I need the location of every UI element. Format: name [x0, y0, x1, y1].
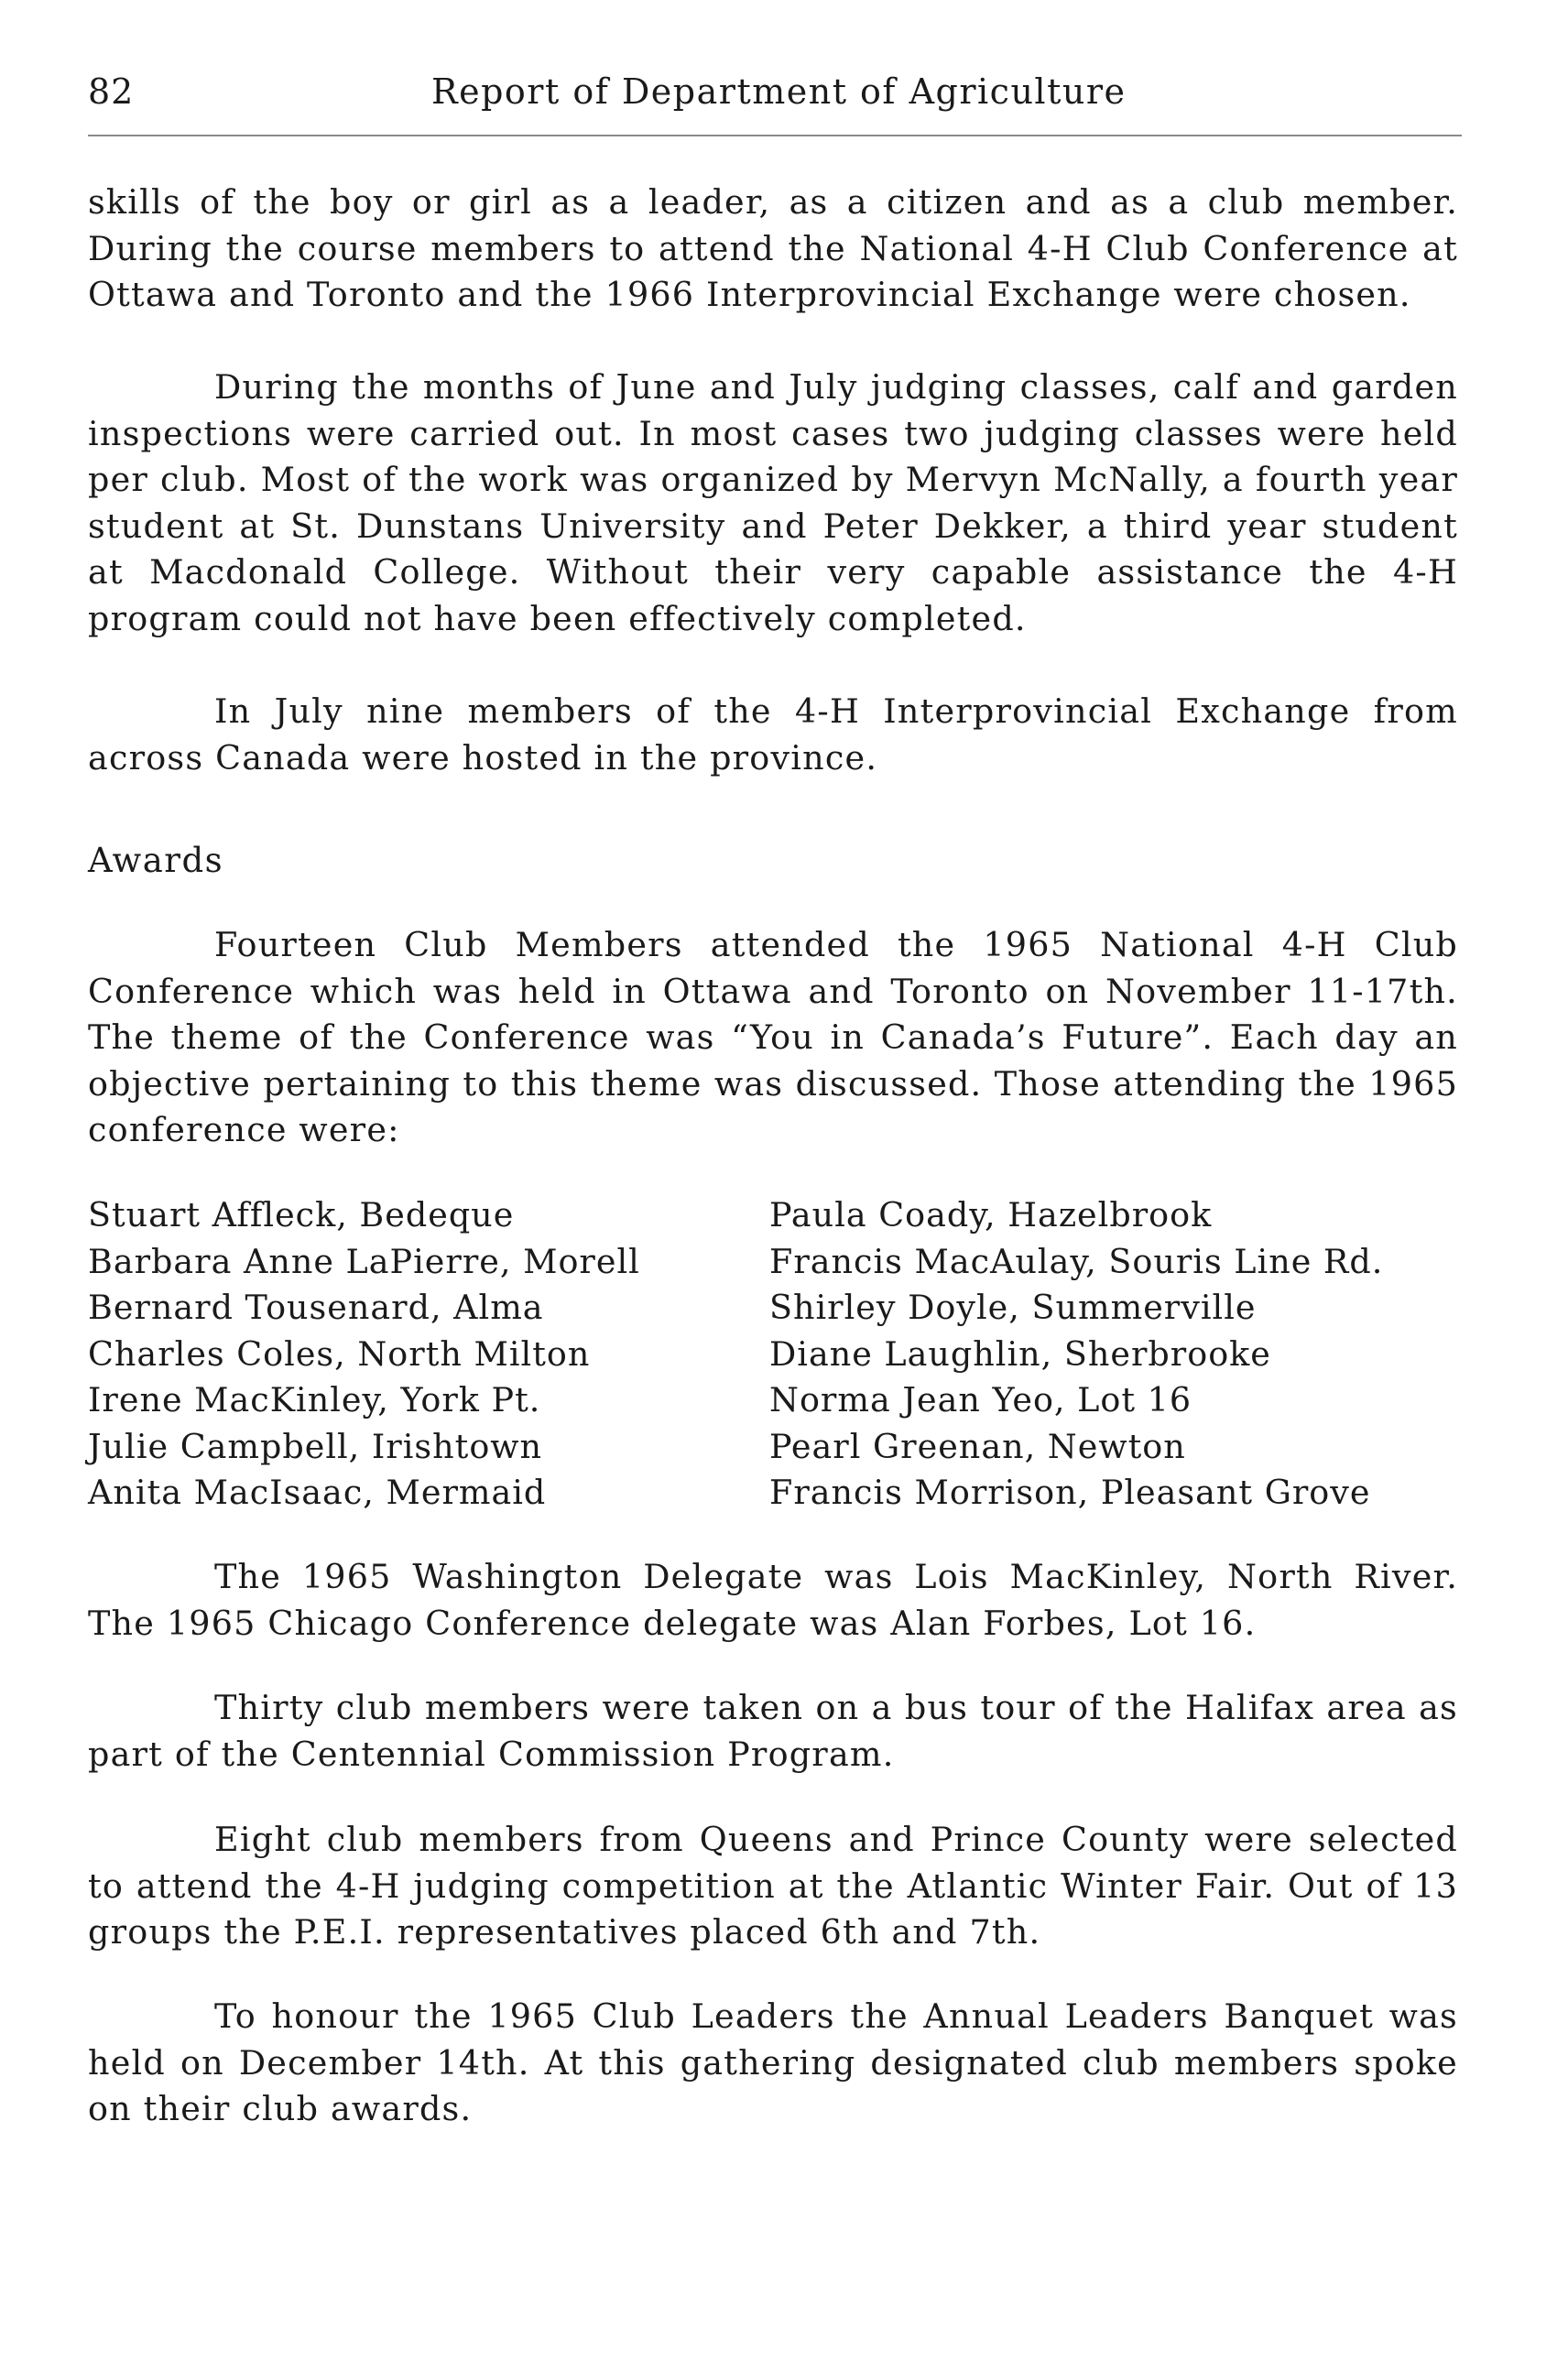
attendee-name: Diane Laughlin, Sherbrooke [769, 1333, 1271, 1374]
paragraph: Fourteen Club Members attended the 1965 National 4-H Club Conference which was held in Ottawa and Toronto on November 11-17th. The theme of the Conference was “You in Canada’s Future”. Each day an objective pertaining to this theme was discussed. Those attending the 1965 conference were: [88, 925, 1458, 1149]
paragraph: To honour the 1965 Club Leaders the Annual Leaders Banquet was held on December 14th. At this gathering designated club members spoke on their club awards. [88, 1996, 1458, 2128]
paragraph: skills of the boy or girl as a leader, as a citizen and as a club member. During the course members to attend the National 4-H Club Conference at Ottawa and Toronto and the 1966 Interprovincial Exchange were chosen. [88, 182, 1458, 314]
paragraph-exchange [88, 689, 1458, 781]
running-title: Report of Department of Agriculture [431, 71, 1127, 112]
attendee-name: Anita MacIsaac, Mermaid [88, 1473, 547, 1512]
attendee-name: Norma Jean Yeo, Lot 16 [769, 1380, 1192, 1419]
attendee-name: Shirley Doyle, Summerville [769, 1288, 1257, 1327]
attendee-name: Julie Campbell, Irishtown [88, 1426, 543, 1466]
paragraph-banquet [88, 1994, 1458, 2133]
attendee-name: Stuart Affleck, Bedeque [88, 1195, 515, 1234]
paragraph: Eight club members from Queens and Prince County were selected to attend the 4-H judging competition at the Atlantic Winter Fair. Out of 13 groups the P.E.I. representatives placed 6th and 7th. [88, 1820, 1458, 1952]
paragraph-continued [88, 179, 1458, 319]
attendee-column-right [769, 1192, 1383, 1517]
section-heading: Awards [88, 841, 224, 880]
paragraph-judging-competition [88, 1817, 1458, 1956]
paragraph-awards-intro [88, 922, 1458, 1154]
attendee-name: Paula Coady, Hazelbrook [769, 1195, 1213, 1234]
page-header [88, 71, 1458, 119]
page-number: 82 [88, 71, 135, 112]
paragraph-bus-tour [88, 1685, 1458, 1778]
paragraph-delegates [88, 1554, 1458, 1647]
paragraph: The 1965 Washington Delegate was Lois MacKinley, North River. The 1965 Chicago Conference delegate was Alan Forbes, Lot 16. [88, 1557, 1458, 1643]
attendee-name: Barbara Anne LaPierre, Morell [88, 1241, 640, 1281]
attendee-name: Pearl Greenan, Newton [769, 1426, 1186, 1466]
paragraph: Thirty club members were taken on a bus tour of the Halifax area as part of the Centennial Commission Program. [88, 1688, 1458, 1774]
header-rule [88, 135, 1462, 136]
attendee-name: Bernard Tousenard, Alma [88, 1288, 544, 1327]
attendee-name: Francis MacAulay, Souris Line Rd. [769, 1241, 1384, 1281]
paragraph: During the months of June and July judging classes, calf and garden inspections were carried out. In most cases two judging classes were held per club. Most of the work was organized by Mervyn McNally, a fourth year student at St. Dunstans University and Peter Dekker, a third year student at Macdonald College. Without their very capable assistance the 4-H program could not have been effectively completed. [88, 367, 1458, 638]
attendee-name: Irene MacKinley, York Pt. [88, 1380, 541, 1419]
paragraph: In July nine members of the 4-H Interprovincial Exchange from across Canada were hosted in the province. [88, 691, 1458, 778]
attendee-name: Charles Coles, North Milton [88, 1333, 591, 1374]
attendee-column-left [88, 1192, 640, 1517]
paragraph-judging [88, 364, 1458, 642]
attendee-name: Francis Morrison, Pleasant Grove [769, 1473, 1371, 1512]
